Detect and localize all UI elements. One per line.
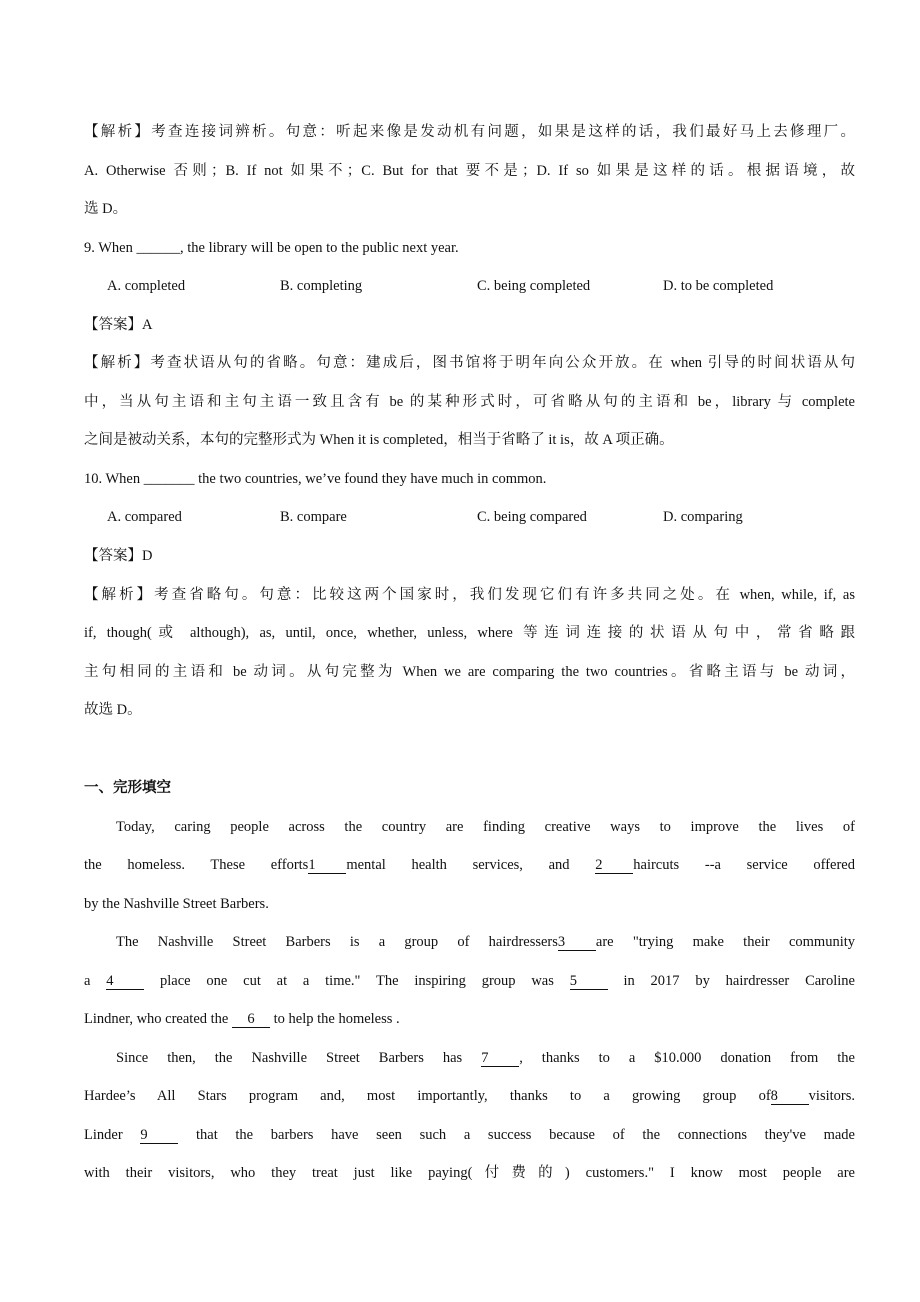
text-segment: 中，当从句主语和主句主语一致且含有 be 的某种形式时，可省略从句的主语和 be，library 与 complete — [84, 394, 855, 410]
text-segment: 【解析】考查状语从句的省略。句意：建成后，图书馆将于明年向公众开放。在 when 引导的时间状语从句 — [84, 355, 855, 371]
text-segment: 10. When _______ the two countries, we’ve found they have much in common. — [84, 471, 547, 487]
text-line — [84, 353, 855, 373]
cloze-blank: 2 — [595, 857, 633, 874]
answer-option: B. compare — [280, 509, 347, 525]
text-segment: by the Nashville Street Barbers. — [84, 896, 269, 912]
text-line — [84, 1125, 855, 1145]
text-segment: Linder — [84, 1127, 141, 1143]
answer-option: B. completing — [280, 278, 363, 294]
text-segment: 选 D。 — [84, 201, 128, 217]
text-segment: A. Otherwise 否则；B. If not 如果不；C. But for that 要不是；D. If so 如果是这样的话。根据语境，故 — [84, 163, 855, 179]
answer-option: C. being compared — [477, 509, 587, 525]
text-segment: with their visitors, who they treat just like paying(付费的) customers." I know most people are — [84, 1165, 855, 1181]
cloze-blank: 4 — [106, 973, 144, 990]
cloze-blank: 1 — [308, 857, 346, 874]
text-segment: Today, caring people across the country are finding creative ways to improve the lives of — [116, 819, 855, 835]
text-line — [84, 1163, 855, 1183]
text-line — [84, 161, 855, 181]
cloze-blank: 3 — [558, 934, 596, 951]
text-line — [84, 430, 855, 450]
text-line — [84, 199, 855, 219]
text-segment: 一、完形填空 — [84, 780, 171, 796]
text-line — [84, 662, 855, 682]
text-segment: to help the homeless . — [269, 1011, 400, 1027]
text-segment: , thanks to a $10.000 donation from the — [519, 1050, 855, 1066]
text-line — [84, 855, 855, 875]
text-line — [116, 932, 855, 952]
text-line — [84, 469, 855, 489]
text-line — [84, 315, 855, 335]
text-segment: 【答案】A — [84, 317, 153, 333]
text-segment: if, though(或 although), as, until, once, whether, unless, where 等连词连接的状语从句中，常省略跟 — [84, 625, 855, 641]
answer-option: C. being completed — [477, 278, 591, 294]
answer-option: D. comparing — [663, 509, 743, 525]
text-line — [84, 392, 855, 412]
text-segment: 之间是被动关系，本句的完整形式为 When it is completed，相当于省略了 it is，故 A 项正确。 — [84, 432, 674, 448]
cloze-blank: 6 — [232, 1011, 270, 1028]
text-line — [84, 238, 855, 258]
text-segment: 【解析】考查连接词辨析。句意：听起来像是发动机有问题，如果是这样的话，我们最好马上去修理厂。 — [84, 124, 855, 140]
answer-option: D. to be completed — [663, 278, 774, 294]
section-heading — [84, 778, 855, 798]
answer-option: A. compared — [107, 509, 182, 525]
text-line — [84, 122, 855, 142]
text-segment: 【答案】D — [84, 548, 153, 564]
cloze-blank: 5 — [570, 973, 608, 990]
text-line — [84, 546, 855, 566]
cloze-blank: 7 — [481, 1050, 519, 1067]
cloze-blank: 8 — [771, 1088, 809, 1105]
text-segment: The Nashville Street Barbers is a group of hairdressers — [116, 934, 558, 950]
cloze-blank: 9 — [140, 1127, 178, 1144]
text-segment: 【解析】考查省略句。句意：比较这两个国家时，我们发现它们有许多共同之处。在 when, while, if, as — [84, 587, 855, 603]
text-segment: haircuts --a service offered — [633, 857, 855, 873]
text-segment: that the barbers have seen such a success because of the connections they've made — [178, 1127, 855, 1143]
text-line — [84, 971, 855, 991]
answer-option: A. completed — [107, 278, 186, 294]
text-line — [84, 1009, 855, 1029]
text-segment: 9. When ______, the library will be open to the public next year. — [84, 240, 459, 256]
text-line — [84, 623, 855, 643]
text-line — [84, 700, 855, 720]
text-segment: the homeless. These efforts — [84, 857, 309, 873]
text-segment: Since then, the Nashville Street Barbers has — [116, 1050, 482, 1066]
text-segment: mental health services, and — [346, 857, 596, 873]
text-segment: visitors. — [808, 1088, 855, 1104]
text-segment: 故选 D。 — [84, 702, 142, 718]
text-line — [84, 1086, 855, 1106]
text-line — [116, 1048, 855, 1068]
text-segment: Lindner, who created the — [84, 1011, 232, 1027]
text-segment: 主句相同的主语和 be 动词。从句完整为 When we are comparing the two countries。省略主语与 be 动词， — [84, 664, 855, 680]
text-segment: place one cut at a time." The inspiring group was — [144, 973, 570, 989]
text-segment: in 2017 by hairdresser Caroline — [607, 973, 855, 989]
text-segment: are "trying make their community — [595, 934, 856, 950]
text-line — [84, 585, 855, 605]
text-segment: Hardee’s All Stars program and, most importantly, thanks to a growing group of — [84, 1088, 771, 1104]
text-segment: a — [84, 973, 107, 989]
text-line — [84, 894, 855, 914]
text-line — [116, 817, 855, 837]
